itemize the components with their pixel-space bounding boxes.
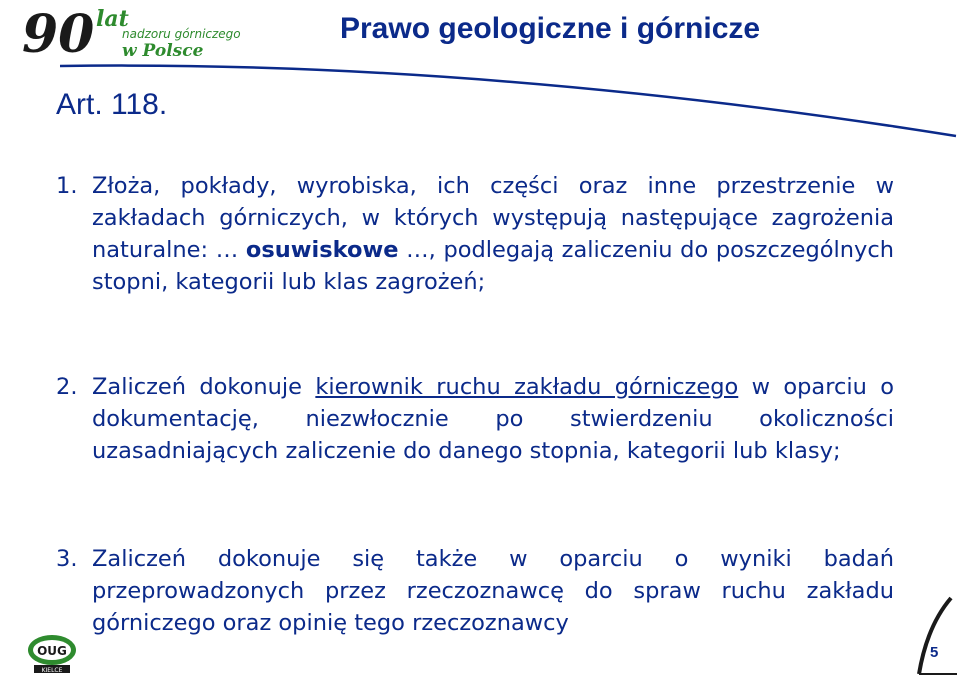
paragraph-2-text [56, 371, 894, 467]
logo-number: 90 [22, 6, 95, 64]
logo-nadzoru: nadzoru górniczego [122, 27, 241, 41]
oug-logo [26, 632, 78, 674]
paragraph-3-text: Zaliczeń dokonuje się także w oparciu o wyniki badań przeprowadzonych przez rzeczoznawcę do spraw ruchu zakładu górniczego oraz opinię tego rzeczoznawcy [92, 546, 894, 636]
article-heading: Art. 118. [56, 88, 168, 121]
paragraph-3 [56, 543, 894, 639]
underlined-kierownik: kierownik ruchu zakładu górniczego [315, 374, 739, 400]
paragraph-2-text-a: Zaliczeń dokonuje [92, 374, 316, 400]
paragraph-1 [56, 170, 894, 298]
highlight-osuwiskowe: osuwiskowe [245, 237, 399, 263]
anniversary-logo [22, 6, 252, 64]
paragraph-2-text-b: w oparciu o dokumentację, niezwłocznie po stwierdzeniu okoliczności uzasadniających zaliczenie do danego stopnia, kategorii lub klasy; [92, 374, 894, 464]
paragraph-1-text-a: Złoża, pokłady, wyrobiska, ich części oraz inne przestrzenie w zakładach górniczych, w których występują następujące zagrożenia naturalne: … [92, 173, 894, 263]
paragraph-2 [56, 371, 894, 467]
logo-wpolsce: w Polsce [122, 41, 204, 61]
paragraph-3-number: 3. [56, 546, 78, 572]
paragraph-1-text-b: …, podlegają zaliczeniu do poszczególnych stopni, kategorii lub klas zagrożeń; [92, 237, 894, 295]
paragraph-2-number: 2. [56, 374, 78, 400]
paragraph-1-text [56, 170, 894, 298]
oug-logo-text: OUG [37, 644, 67, 658]
page-title: Prawo geologiczne i górnicze [340, 12, 761, 45]
page-corner-swoosh [905, 596, 957, 676]
logo-lat: lat [96, 6, 129, 32]
page-number: 5 [930, 644, 939, 661]
oug-logo-sub: KIELCE [41, 667, 63, 674]
paragraph-1-number: 1. [56, 173, 78, 199]
